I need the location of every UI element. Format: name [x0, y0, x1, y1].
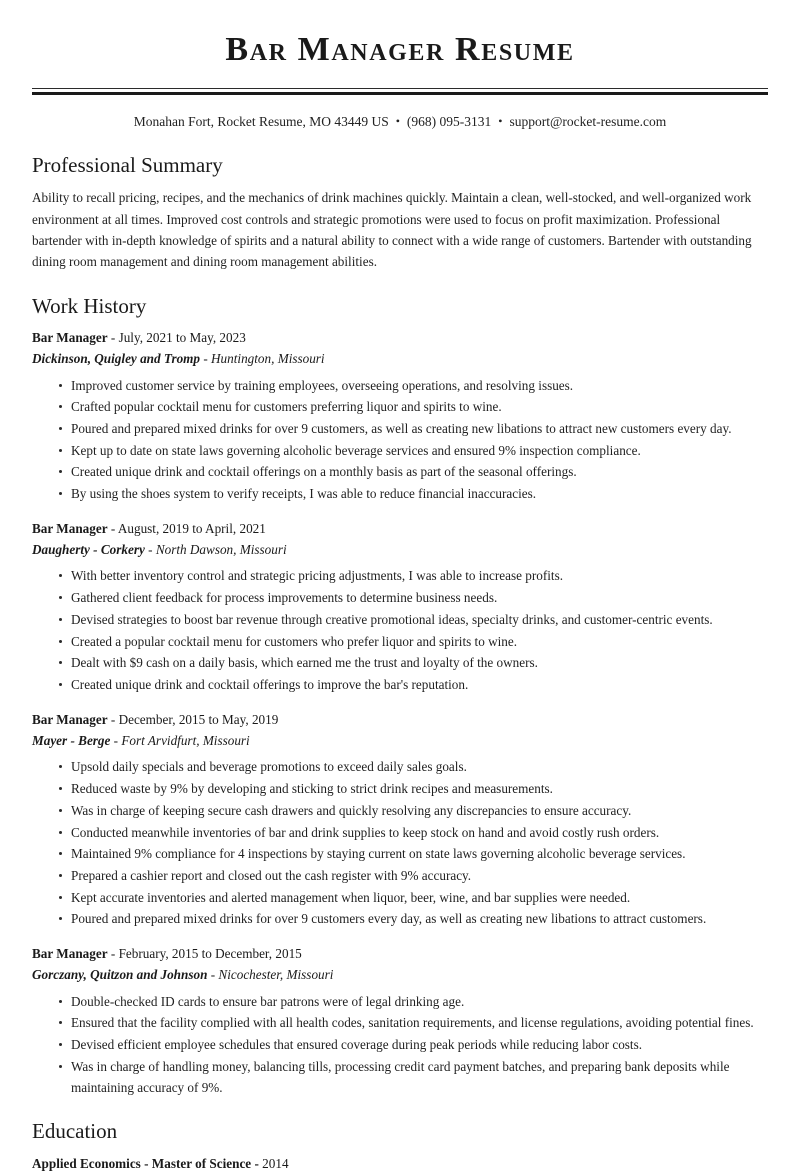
list-item: Upsold daily specials and beverage promotions to exceed daily sales goals.	[59, 757, 768, 778]
job-dates: August, 2019 to April, 2021	[117, 520, 266, 536]
list-item: Poured and prepared mixed drinks for over 9 customers every day, as well as creating new libations to attract customers.	[59, 909, 768, 930]
education-year: 2014	[262, 1155, 289, 1171]
job-company: Dickinson, Quigley and Tromp	[32, 350, 201, 366]
job-company-line	[32, 965, 768, 985]
list-item: Ensured that the facility complied with all health codes, sanitation requirements, and license regulations, avoiding potential fines.	[59, 1013, 768, 1034]
list-item: Dealt with $9 cash on a daily basis, which earned me the trust and loyalty of the owners.	[59, 653, 768, 674]
divider-thick-rule	[32, 92, 768, 95]
list-item: Created unique drink and cocktail offerings on a monthly basis as part of the seasonal offerings.	[59, 462, 768, 483]
list-item: Kept up to date on state laws governing alcoholic beverage services and ensured 9% inspection compliance.	[59, 441, 768, 462]
job-company: Daugherty - Corkery	[32, 541, 145, 557]
section-heading-summary: Professional Summary	[32, 152, 223, 177]
education-degree: Applied Economics - Master of Science	[32, 1155, 252, 1171]
contact-separator-2: •	[498, 114, 503, 129]
job-dash: -	[148, 541, 153, 557]
list-item: Gathered client feedback for process improvements to determine business needs.	[59, 588, 768, 609]
list-item: By using the shoes system to verify receipts, I was able to reduce financial inaccuracies.	[59, 484, 768, 505]
job-dash: -	[110, 520, 116, 536]
job-title: Bar Manager	[32, 520, 108, 536]
job-location: Huntington, Missouri	[211, 350, 325, 366]
list-item: Created a popular cocktail menu for customers who prefer liquor and spirits to wine.	[59, 632, 768, 653]
education-entry	[32, 1154, 768, 1173]
header-divider	[32, 88, 768, 95]
job-title: Bar Manager	[32, 711, 108, 727]
list-item: Reduced waste by 9% by developing and sticking to strict drink recipes and measurements.	[59, 779, 768, 800]
job-company: Mayer - Berge	[32, 732, 111, 748]
job-dash: -	[110, 946, 116, 962]
list-item: Crafted popular cocktail menu for customers preferring liquor and spirits to wine.	[59, 397, 768, 418]
job-bullet-list	[32, 566, 768, 695]
job-dash: -	[113, 732, 119, 748]
section-heading-education: Education	[32, 1119, 118, 1144]
list-item: Prepared a cashier report and closed out the cash register with 9% accuracy.	[59, 866, 768, 887]
job-dash: -	[110, 329, 116, 345]
list-item: Was in charge of handling money, balancing tills, processing credit card payment batches, and preparing bank deposits while maintaining accuracy of 9%.	[59, 1057, 768, 1098]
list-item: Devised efficient employee schedules that ensured coverage during peak periods while reducing labor costs.	[59, 1035, 768, 1056]
contact-email: support@rocket-resume.com	[509, 114, 667, 130]
job-company-line	[32, 731, 768, 751]
list-item: Kept accurate inventories and alerted management when liquor, beer, wine, and bar supplies were needed.	[59, 888, 768, 909]
job-dash: -	[203, 350, 208, 366]
summary-text: Ability to recall pricing, recipes, and the mechanics of drink machines quickly. Maintain a clean, well-stocked, and well-organized work environment at all times. Improved cost controls and strategic promotions were used to focus on profit maximization. Professional bartender with in-depth knowledge of spirits and a natural ability to connect with a wide range of customers. Bartender with outstanding dining room management and dining room management abilities.	[32, 190, 752, 270]
job-title-line	[32, 944, 768, 964]
job-dash: -	[110, 711, 116, 727]
job-title: Bar Manager	[32, 329, 108, 345]
job-dates: December, 2015 to May, 2019	[118, 711, 279, 727]
job-entry	[32, 328, 768, 505]
job-title: Bar Manager	[32, 946, 108, 962]
page-title: Bar Manager Resume	[225, 31, 575, 68]
list-item: Devised strategies to boost bar revenue through creative promotional ideas, specialty drinks, and customer-centric events.	[59, 610, 768, 631]
section-heading-work-history: Work History	[32, 293, 147, 318]
contact-phone: (968) 095-3131	[406, 114, 492, 130]
list-item: Improved customer service by training employees, overseeing operations, and resolving issues.	[59, 376, 768, 397]
job-bullet-list	[32, 992, 768, 1099]
job-dates: February, 2015 to December, 2015	[118, 946, 302, 962]
job-bullet-list	[32, 757, 768, 930]
contact-info	[32, 113, 768, 132]
job-company-line	[32, 540, 768, 560]
contact-address: Monahan Fort, Rocket Resume, MO 43449 US	[133, 114, 389, 130]
job-bullet-list	[32, 376, 768, 505]
job-title-line	[32, 710, 768, 730]
list-item: Conducted meanwhile inventories of bar and drink supplies to keep stock on hand and avoid costly rush orders.	[59, 823, 768, 844]
job-entry	[32, 519, 768, 696]
section-professional-summary	[32, 152, 768, 273]
list-item: Created unique drink and cocktail offerings to improve the bar's reputation.	[59, 675, 768, 696]
education-dash: -	[254, 1155, 259, 1171]
contact-separator-1: •	[395, 114, 400, 129]
list-item: Maintained 9% compliance for 4 inspections by staying current on state laws governing alcoholic beverage services.	[59, 844, 768, 865]
job-entry	[32, 944, 768, 1098]
list-item: Poured and prepared mixed drinks for over 9 customers, as well as creating new libations to attract new customers every day.	[59, 419, 768, 440]
section-work-history	[32, 293, 768, 1099]
list-item: With better inventory control and strategic pricing adjustments, I was able to increase profits.	[59, 566, 768, 587]
list-item: Double-checked ID cards to ensure bar patrons were of legal drinking age.	[59, 992, 768, 1013]
job-company-line	[32, 349, 768, 369]
section-education	[32, 1118, 768, 1173]
job-location: Fort Arvidfurt, Missouri	[121, 732, 250, 748]
job-company: Gorczany, Quitzon and Johnson	[32, 966, 208, 982]
job-location: Nicochester, Missouri	[218, 966, 334, 982]
list-item: Was in charge of keeping secure cash drawers and quickly resolving any discrepancies to ensure accuracy.	[59, 801, 768, 822]
job-title-line	[32, 328, 768, 348]
job-entry	[32, 710, 768, 930]
job-title-line	[32, 519, 768, 539]
job-dates: July, 2021 to May, 2023	[118, 329, 246, 345]
job-location: North Dawson, Missouri	[155, 541, 287, 557]
job-dash: -	[210, 966, 216, 982]
